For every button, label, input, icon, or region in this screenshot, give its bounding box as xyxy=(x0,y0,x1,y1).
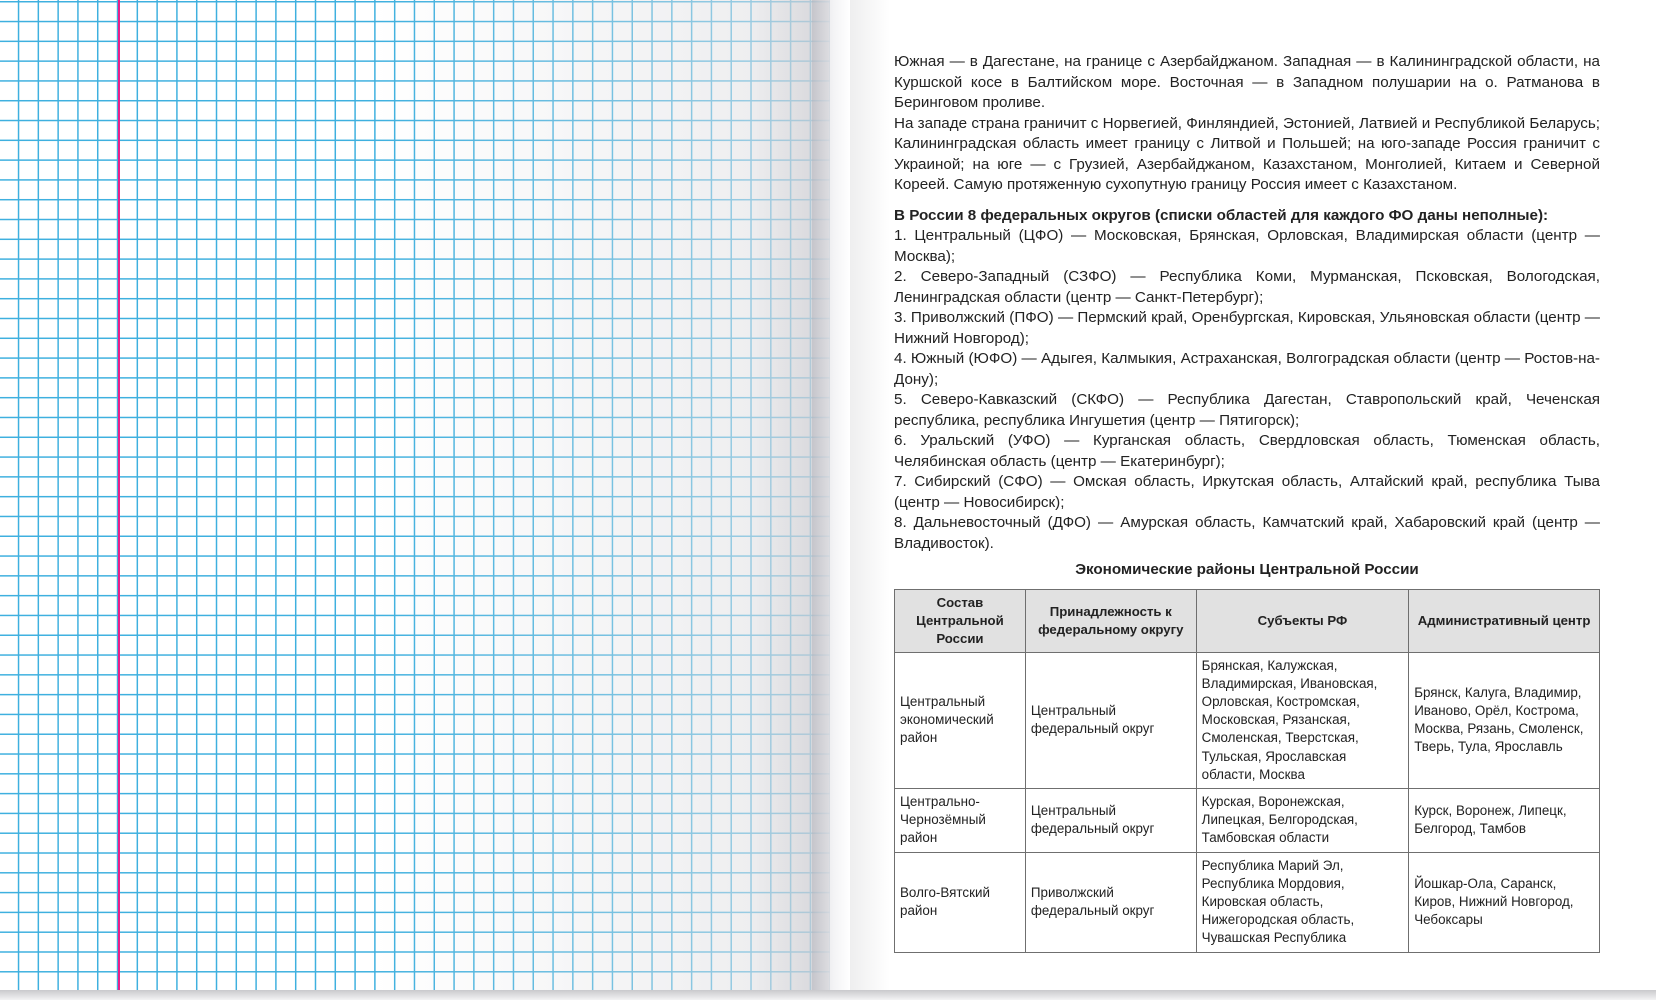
column-header: Состав Центральной России xyxy=(895,589,1026,652)
district-item: 6. Уральский (УФО) — Курганская область, Свердловская область, Тюменская область, Челябинская область (центр — Екатеринбург); xyxy=(894,432,1600,470)
table-cell: Приволжский федеральный округ xyxy=(1025,852,1196,952)
grid-notebook-page xyxy=(0,0,830,992)
margin-line xyxy=(118,0,120,992)
table-cell: Курская, Воронежская, Липецкая, Белгородская, Тамбовская области xyxy=(1196,788,1409,852)
table-cell: Центрально-Чернозёмный район xyxy=(895,788,1026,852)
paragraph-borders: На западе страна граничит с Норвегией, Финляндией, Эстонией, Латвией и Республикой Беларусь; Калининградская область имеет границу с Литвой и Польшей; на юго-западе Россия граничит с Украиной; на юге — с Грузией, Азербайджаном, Казахстаном, Монголией, Китаем и Северной Кореей. Самую протяженную сухопутную границу Россия имеет с Казахстаном. xyxy=(894,114,1600,193)
table-row xyxy=(895,788,1600,852)
district-item: 5. Северо-Кавказский (СКФО) — Республика Дагестан, Ставропольский край, Чеченская республика, республика Ингушетия (центр — Пятигорск); xyxy=(894,391,1600,429)
district-item: 2. Северо-Западный (СЗФО) — Республика Коми, Мурманская, Псковская, Вологодская, Ленинградская области (центр — Санкт-Петербург); xyxy=(894,268,1600,306)
district-item: 7. Сибирский (СФО) — Омская область, Иркутская область, Алтайский край, республика Тыва (центр — Новосибирск); xyxy=(894,473,1600,511)
book-bottom-edge xyxy=(0,990,1656,1000)
table-cell: Брянск, Калуга, Владимир, Иваново, Орёл, Кострома, Москва, Рязань, Смоленск, Тверь, Тула, Ярославль xyxy=(1409,652,1600,788)
district-item: 3. Приволжский (ПФО) — Пермский край, Оренбургская, Кировская, Ульяновская области (центр — Нижний Новгород); xyxy=(894,309,1600,347)
table-cell: Йошкар-Ола, Саранск, Киров, Нижний Новгород, Чебоксары xyxy=(1409,852,1600,952)
district-item: 4. Южный (ЮФО) — Адыгея, Калмыкия, Астраханская, Волгоградская области (центр — Ростов-на-Дону); xyxy=(894,350,1600,388)
table-header-row xyxy=(895,589,1600,652)
table-cell: Центральный федеральный округ xyxy=(1025,788,1196,852)
column-header: Принадлежность к федеральному округу xyxy=(1025,589,1196,652)
table-title: Экономические районы Центральной России xyxy=(1075,561,1419,578)
table-row xyxy=(895,852,1600,952)
page-text xyxy=(894,52,1600,953)
table-cell: Курск, Воронеж, Липецк, Белгород, Тамбов xyxy=(1409,788,1600,852)
district-item: 8. Дальневосточный (ДФО) — Амурская область, Камчатский край, Хабаровский край (центр — Владивосток). xyxy=(894,514,1600,552)
column-header: Субъекты РФ xyxy=(1196,589,1409,652)
table-cell: Волго-Вятский район xyxy=(895,852,1026,952)
table-cell: Центральный федеральный округ xyxy=(1025,652,1196,788)
table-cell: Брянская, Калужская, Владимирская, Ивановская, Орловская, Костромская, Московская, Рязанская, Смоленская, Тверстская, Тульская, Ярославская области, Москва xyxy=(1196,652,1409,788)
economic-regions-table xyxy=(894,589,1600,953)
table-row xyxy=(895,652,1600,788)
district-item: 1. Центральный (ЦФО) — Московская, Брянская, Орловская, Владимирская области (центр — Москва); xyxy=(894,227,1600,265)
districts-heading: В России 8 федеральных округов (списки областей для каждого ФО даны неполные): xyxy=(894,206,1549,224)
column-header: Административный центр xyxy=(1409,589,1600,652)
table-cell: Центральный экономический район xyxy=(895,652,1026,788)
table-cell: Республика Марий Эл, Республика Мордовия, Кировская область, Нижегородская область, Чувашская Республика xyxy=(1196,852,1409,952)
book-spine-shadow xyxy=(812,0,850,992)
paragraph-extreme-points: Южная — в Дагестане, на границе с Азербайджаном. Западная — в Калининградской области, на Куршской косе в Балтийском море. Восточная — в Западном полушарии на о. Ратманова в Беринговом проливе. xyxy=(894,53,1600,111)
